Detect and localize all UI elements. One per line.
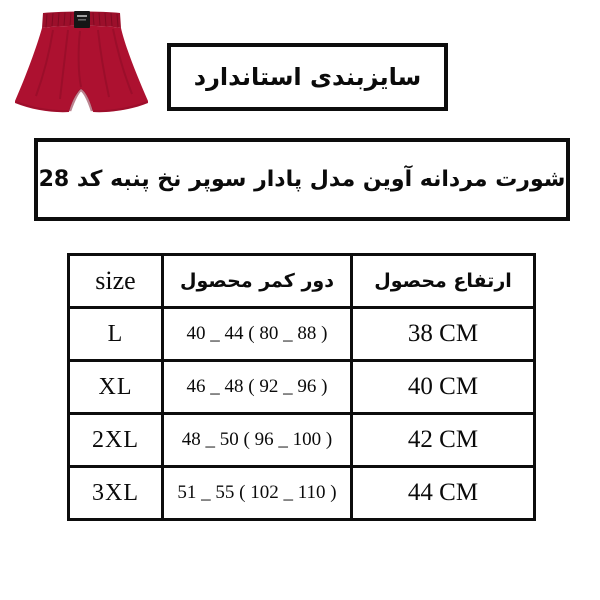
- header-waist-circumference: دور کمر محصول: [163, 255, 352, 308]
- size-value: L: [69, 308, 163, 361]
- height-value: 44 CM: [352, 467, 535, 520]
- red-shorts-illustration: [8, 4, 158, 126]
- header-product-height: ارتفاع محصول: [352, 255, 535, 308]
- table-row: [69, 308, 535, 361]
- waist-value: 51 _ 55 ( 102 _ 110 ): [163, 467, 352, 520]
- height-value: 42 CM: [352, 414, 535, 467]
- height-value: 40 CM: [352, 361, 535, 414]
- size-table: [67, 253, 536, 521]
- size-value: 3XL: [69, 467, 163, 520]
- size-value: 2XL: [69, 414, 163, 467]
- table-row: [69, 361, 535, 414]
- standard-sizing-title: سایزبندی استاندارد: [193, 63, 422, 91]
- height-value: 38 CM: [352, 308, 535, 361]
- product-description-box: [34, 138, 570, 221]
- size-value: XL: [69, 361, 163, 414]
- waist-value: 46 _ 48 ( 92 _ 96 ): [163, 361, 352, 414]
- product-description: شورت مردانه آوین مدل پادار سوپر نخ پنبه کد 28: [38, 167, 566, 192]
- product-photo: [8, 4, 158, 126]
- shorts-body: [15, 26, 148, 112]
- brand-label-text-mark: [77, 15, 87, 17]
- waist-value: 40 _ 44 ( 80 _ 88 ): [163, 308, 352, 361]
- table-row: [69, 467, 535, 520]
- header-size: size: [69, 255, 163, 308]
- waist-value: 48 _ 50 ( 96 _ 100 ): [163, 414, 352, 467]
- table-row: [69, 414, 535, 467]
- brand-label-text-mark-2: [78, 19, 86, 21]
- size-table-header-row: [69, 255, 535, 308]
- standard-sizing-title-box: [167, 43, 448, 111]
